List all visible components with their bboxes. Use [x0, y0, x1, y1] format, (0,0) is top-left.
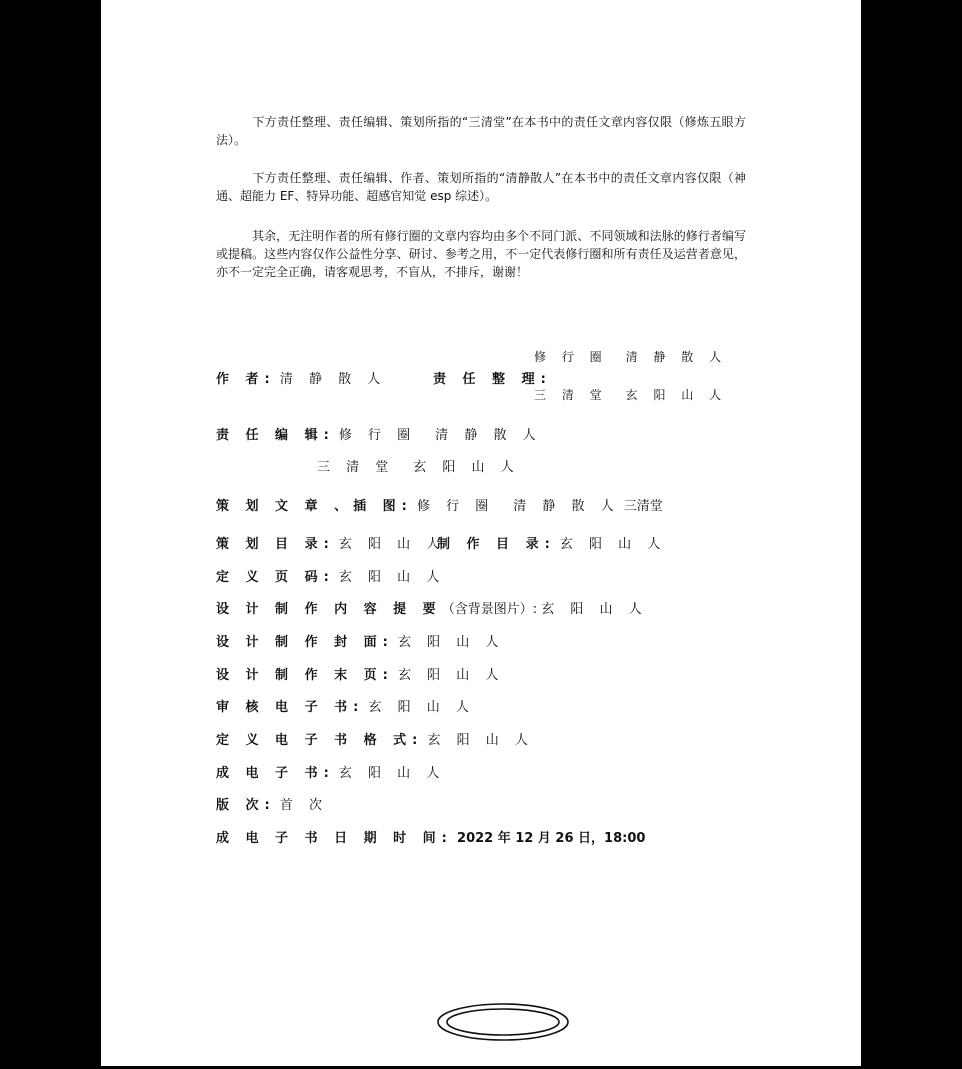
make-toc-label: 制 作 目 录: [437, 537, 556, 552]
credit-make-toc [437, 533, 666, 552]
plan-toc-value: 玄 阳 山 人 [338, 537, 446, 552]
arrange-line-1: 修 行 圈 清 静 散 人 [534, 350, 728, 364]
review-label: 审 核 电 子 书: [216, 700, 365, 715]
editor-label: 责 任 编 辑: [216, 428, 335, 443]
credit-cover [216, 631, 504, 650]
credit-review [216, 696, 475, 715]
author-value: 清 静 散 人 [279, 372, 387, 387]
build-label: 成 电 子 书: [216, 766, 335, 781]
page-num-value: 玄 阳 山 人 [338, 570, 446, 585]
edition-label: 版 次: [216, 798, 276, 813]
plan-article-label: 策 划 文 章 、插 图: [216, 499, 413, 514]
editor-line-1: 修 行 圈 清 静 散 人 [338, 428, 542, 443]
credit-plan-toc [216, 533, 445, 552]
format-value: 玄 阳 山 人 [427, 733, 534, 748]
edition-value: 首 次 [279, 798, 329, 813]
credit-edition [216, 794, 328, 813]
disclaimer-text-2: 下方责任整理、责任编辑、作者、策划所指的“清静散人”在本书中的责任文章内容仅限（神通、超能力 EF、特异功能、超感官知觉 esp 综述）。 [216, 171, 746, 203]
review-value: 玄 阳 山 人 [368, 700, 475, 715]
credit-summary [216, 598, 648, 617]
editor-line-2: 三 清 堂 玄 阳 山 人 [317, 460, 520, 475]
arrange-label: 责 任 整 理: [433, 372, 552, 387]
credit-editor [216, 424, 542, 443]
credit-plan-article [216, 495, 663, 514]
credit-author [216, 368, 386, 387]
disclaimer-paragraph-2 [216, 169, 746, 205]
credit-page-numbers [216, 566, 445, 585]
credit-format [216, 729, 534, 748]
summary-value: 玄 阳 山 人 [541, 602, 648, 617]
endpage-value: 玄 阳 山 人 [397, 668, 505, 683]
credit-arrange [433, 368, 552, 387]
decorative-oval-icon [436, 1002, 570, 1042]
document-page [101, 0, 861, 1066]
disclaimer-paragraph-3 [216, 227, 746, 281]
cover-label: 设 计 制 作 封 面: [216, 635, 394, 650]
disclaimer-text-3: 其余，无注明作者的所有修行圈的文章内容均由多个不同门派、不同领域和法脉的修行者编写或提稿。这些内容仅作公益性分享、研讨、参考之用，不一定代表修行圈和所有责任及运营者意见，亦不一定完全正确，请客观思考，不盲从，不排斥，谢谢！ [216, 229, 746, 279]
endpage-label: 设 计 制 作 末 页: [216, 668, 394, 683]
disclaimer-paragraph-1 [216, 113, 746, 149]
credit-build [216, 762, 445, 781]
summary-label: 设 计 制 作 内 容 提 要 [216, 602, 442, 617]
plan-article-value: 修 行 圈 清 静 散 人 [416, 499, 620, 514]
date-value: 2022 年 12 月 26 日，18:00 [457, 831, 646, 846]
disclaimer-text-1: 下方责任整理、责任编辑、策划所指的“三清堂”在本书中的责任文章内容仅限（修炼五眼方法）。 [216, 115, 746, 147]
plan-article-value-2: 三清堂 [623, 499, 663, 514]
plan-toc-label: 策 划 目 录: [216, 537, 335, 552]
date-label: 成 电 子 书 日 期 时 间: [216, 831, 453, 846]
page-num-label: 定 义 页 码: [216, 570, 335, 585]
credit-end-page [216, 664, 504, 683]
credit-date [216, 827, 645, 846]
format-label: 定 义 电 子 书 格 式: [216, 733, 424, 748]
make-toc-value: 玄 阳 山 人 [559, 537, 667, 552]
summary-note: （含背景图片）: [441, 602, 538, 617]
cover-value: 玄 阳 山 人 [397, 635, 505, 650]
arrange-line-2: 三 清 堂 玄 阳 山 人 [534, 388, 728, 402]
build-value: 玄 阳 山 人 [338, 766, 446, 781]
author-label: 作 者: [216, 372, 276, 387]
